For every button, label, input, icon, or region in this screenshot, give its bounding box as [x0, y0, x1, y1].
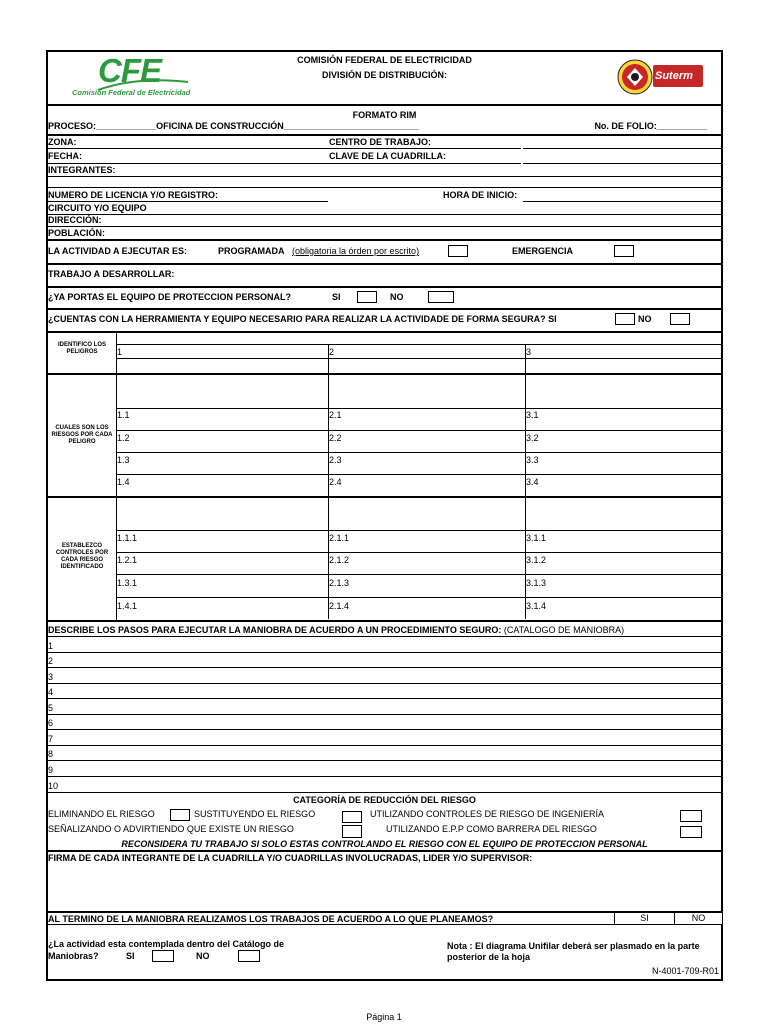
eliminando-label: ELIMINANDO EL RIESGO: [48, 809, 155, 819]
programada-label: PROGRAMADA: [218, 246, 285, 256]
pasos-title-text: DESCRIBE LOS PASOS PARA EJECUTAR LA MANIOBRA DE ACUERDO A UN PROCEDIMIENTO SEGURO:: [48, 625, 502, 635]
licencia-label: NUMERO DE LICENCIA Y/O REGISTRO:: [48, 190, 219, 200]
riesgo-3-1[interactable]: 3.1: [526, 410, 539, 420]
herramienta-no-checkbox[interactable]: [670, 313, 690, 325]
centro-label: CENTRO DE TRABAJO:: [329, 137, 432, 147]
control-1-3[interactable]: 1.3.1: [117, 578, 138, 588]
senalizando-label: SEÑALIZANDO O ADVIRTIENDO QUE EXISTE UN RIESGO: [48, 824, 294, 834]
suterm-logo: [617, 56, 709, 98]
controles-label: ESTABLEZCO CONTROLES POR CADA RIESGO IDENTIFICADO: [55, 543, 109, 570]
herramienta-si-checkbox[interactable]: [615, 313, 635, 325]
paso-6[interactable]: 6: [48, 718, 54, 728]
peligro-2[interactable]: 2: [329, 347, 335, 357]
control-3-1[interactable]: 3.1.1: [526, 533, 547, 543]
firma-label: FIRMA DE CADA INTEGRANTE DE LA CUADRILLA Y/O CUADRILLAS INVOLUCRADAS, LIDER Y/O SUPERVISOR:: [48, 853, 533, 863]
control-3-3[interactable]: 3.1.3: [526, 578, 547, 588]
programada-checkbox[interactable]: [448, 245, 468, 257]
termino-question: AL TERMINO DE LA MANIOBRA REALIZAMOS LOS TRABAJOS DE ACUERDO A LO QUE PLANEAMOS?: [48, 914, 494, 924]
trabajo-label: TRABAJO A DESARROLLAR:: [48, 269, 175, 279]
catalogo-si-label: SI: [126, 951, 135, 961]
peligros-label: IDENTIFICO LOS PELIGROS: [58, 342, 106, 355]
riesgo-2-2[interactable]: 2.2: [329, 433, 342, 443]
epp-barrera-checkbox[interactable]: [680, 826, 702, 838]
direccion-field[interactable]: [48, 226, 721, 227]
catalogo-no-label: NO: [196, 951, 210, 961]
actividad-label: LA ACTIVIDAD A EJECUTAR ES:: [48, 246, 188, 256]
control-2-3[interactable]: 2.1.3: [329, 578, 350, 588]
proceso-field[interactable]: PROCESO:____________OFICINA DE CONSTRUCCIÓN___________________________: [48, 121, 419, 131]
senalizando-checkbox[interactable]: [342, 825, 362, 838]
eliminando-checkbox[interactable]: [170, 809, 190, 821]
riesgo-2-4[interactable]: 2.4: [329, 477, 342, 487]
poblacion-label: POBLACIÓN:: [48, 228, 105, 238]
control-1-2[interactable]: 1.2.1: [117, 555, 138, 565]
control-2-1[interactable]: 2.1.1: [329, 533, 350, 543]
rim-form: [46, 50, 723, 981]
cfe-logo-text: CFE: [98, 52, 161, 89]
ingenieria-checkbox[interactable]: [680, 810, 702, 822]
cfe-logo-subtitle: Comisión Federal de Electricidad: [72, 88, 191, 97]
riesgo-3-4[interactable]: 3.4: [526, 477, 539, 487]
hora-field[interactable]: [523, 201, 723, 202]
catalogo-si-checkbox[interactable]: [152, 950, 174, 962]
riesgo-1-1[interactable]: 1.1: [117, 410, 130, 420]
reconsidera-text: RECONSIDERA TU TRABAJO SI SOLO ESTAS CONTROLANDO EL RIESGO CON EL EQUIPO DE PROTECCION PERSONAL: [121, 839, 648, 849]
page-number: Página 1: [366, 1012, 402, 1022]
header-title-1: COMISIÓN FEDERAL DE ELECTRICIDAD: [297, 55, 472, 65]
riesgos-label: CUALES SON LOS RIESGOS POR CADA PELIGRO: [51, 425, 113, 445]
paso-5[interactable]: 5: [48, 703, 54, 713]
header-title-2: DIVISIÓN DE DISTRIBUCIÓN:: [321, 70, 447, 80]
integrantes-field[interactable]: [48, 176, 721, 177]
sustituyendo-checkbox[interactable]: [342, 811, 362, 823]
control-2-4[interactable]: 2.1.4: [329, 601, 350, 611]
paso-9[interactable]: 9: [48, 765, 54, 775]
epp-no-checkbox[interactable]: [428, 291, 454, 303]
nota-line1: Nota : El diagrama Unifilar deberá ser plasmado en la parte: [447, 941, 700, 951]
licencia-field[interactable]: [48, 201, 328, 202]
clave-label: CLAVE DE LA CUADRILLA:: [329, 151, 446, 161]
integrantes-label: INTEGRANTES:: [48, 165, 116, 175]
control-2-2[interactable]: 2.1.2: [329, 555, 350, 565]
direccion-label: DIRECCIÓN:: [48, 215, 102, 225]
fecha-label: FECHA:: [48, 151, 82, 161]
paso-8[interactable]: 8: [48, 749, 54, 759]
clave-field[interactable]: [523, 163, 723, 164]
emergencia-label: EMERGENCIA: [512, 246, 574, 256]
folio-field[interactable]: No. DE FOLIO:__________: [594, 121, 707, 131]
document-code: N-4001-709-R01: [651, 966, 719, 976]
riesgo-1-3[interactable]: 1.3: [117, 455, 130, 465]
pasos-title-note: (CATALOGO DE MANIOBRA): [503, 625, 625, 635]
ingenieria-label: UTILIZANDO CONTROLES DE RIESGO DE INGENIERÍA: [370, 809, 605, 819]
peligro-3[interactable]: 3: [526, 347, 532, 357]
programada-note: (obligatoria la órden por escrito): [292, 246, 420, 256]
termino-si-cell[interactable]: SI: [614, 912, 675, 925]
hora-label: HORA DE INICIO:: [443, 190, 518, 200]
sustituyendo-label: SUSTITUYENDO EL RIESGO: [194, 809, 316, 819]
paso-4[interactable]: 4: [48, 687, 54, 697]
circuito-field[interactable]: [48, 214, 721, 215]
epp-no-label: NO: [390, 292, 404, 302]
riesgo-1-2[interactable]: 1.2: [117, 433, 130, 443]
paso-2[interactable]: 2: [48, 656, 54, 666]
riesgo-3-3[interactable]: 3.3: [526, 455, 539, 465]
riesgo-2-3[interactable]: 2.3: [329, 455, 342, 465]
zona-label: ZONA:: [48, 137, 77, 147]
circuito-label: CIRCUITO Y/O EQUIPO: [48, 203, 147, 213]
herramienta-question: ¿CUENTAS CON LA HERRAMIENTA Y EQUIPO NECESARIO PARA REALIZAR LA ACTIVIDADE DE FORMA SEGURA? SI: [48, 314, 557, 324]
epp-barrera-label: UTILIZANDO E.P.P COMO BARRERA DEL RIESGO: [386, 824, 597, 834]
epp-si-label: SI: [332, 292, 341, 302]
paso-1[interactable]: 1: [48, 641, 54, 651]
termino-no-cell[interactable]: NO: [674, 912, 723, 925]
paso-10[interactable]: 10: [48, 781, 59, 791]
riesgo-3-2[interactable]: 3.2: [526, 433, 539, 443]
categoria-title: CATEGORÍA DE REDUCCIÓN DEL RIESGO: [293, 795, 476, 805]
herramienta-no-label: NO: [638, 314, 652, 324]
formato-title: FORMATO RIM: [352, 110, 417, 120]
peligro-1[interactable]: 1: [117, 347, 123, 357]
control-3-2[interactable]: 3.1.2: [526, 555, 547, 565]
nota-line2: posterior de la hoja: [447, 952, 531, 962]
control-1-1[interactable]: 1.1.1: [117, 533, 138, 543]
riesgo-1-4[interactable]: 1.4: [117, 477, 130, 487]
paso-3[interactable]: 3: [48, 672, 54, 682]
pasos-title: [48, 625, 624, 635]
control-1-4[interactable]: 1.4.1: [117, 601, 138, 611]
suterm-logo-text: Suterm: [655, 70, 693, 82]
paso-7[interactable]: 7: [48, 734, 54, 744]
catalogo-question-line1: ¿La actividad esta contemplada dentro del Catálogo de: [48, 939, 285, 949]
riesgo-2-1[interactable]: 2.1: [329, 410, 342, 420]
catalogo-no-checkbox[interactable]: [238, 950, 260, 962]
epp-si-checkbox[interactable]: [357, 291, 377, 303]
centro-field[interactable]: [523, 148, 723, 149]
control-3-4[interactable]: 3.1.4: [526, 601, 547, 611]
emergencia-checkbox[interactable]: [614, 245, 634, 257]
epp-question: ¿YA PORTAS EL EQUIPO DE PROTECCION PERSONAL?: [48, 292, 292, 302]
catalogo-question-line2: Maniobras?: [48, 951, 99, 961]
